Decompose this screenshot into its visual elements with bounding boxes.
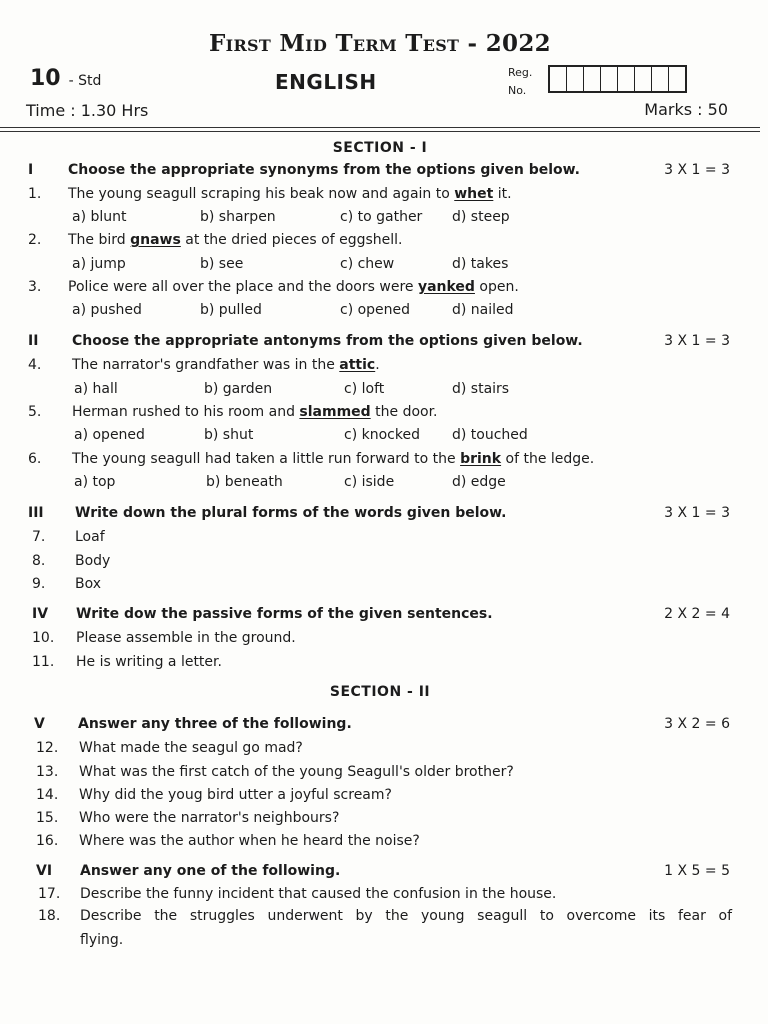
question-heading	[0, 716, 768, 738]
item-text: What made the seagul go mad?	[79, 740, 303, 756]
option-d: d) nailed	[452, 302, 514, 318]
item-number: 17.	[38, 886, 61, 902]
item-number: 14.	[36, 787, 59, 803]
question-marks: 3 X 2 = 6	[664, 716, 730, 732]
section-1-heading: SECTION - I	[332, 140, 428, 156]
question-instruction: Answer any one of the following.	[80, 863, 341, 879]
question-instruction: Answer any three of the following.	[78, 716, 352, 732]
option-c: c) knocked	[344, 427, 420, 443]
question-item	[0, 630, 768, 652]
options-row	[0, 209, 768, 231]
question-roman: V	[34, 716, 45, 732]
item-text: The young seagull scraping his beak now and again to whet it.	[68, 186, 512, 202]
question-instruction: Write down the plural forms of the words given below.	[75, 505, 507, 521]
item-text: Police were all over the place and the doors were yanked open.	[68, 279, 519, 295]
question-roman: IV	[32, 606, 49, 622]
question-item	[0, 232, 768, 254]
item-text: The young seagull had taken a little run forward to the brink of the ledge.	[72, 451, 595, 467]
option-a: a) blunt	[72, 209, 127, 225]
header-divider-2	[0, 131, 760, 132]
question-item	[0, 279, 768, 301]
highlight-word: attic	[339, 357, 376, 373]
question-item	[0, 553, 768, 575]
highlight-word: slammed	[299, 404, 371, 420]
question-roman: III	[28, 505, 44, 521]
highlight-word: whet	[454, 186, 494, 202]
option-c: c) opened	[340, 302, 411, 318]
item-text: The narrator's grandfather was in the attic.	[72, 357, 380, 373]
option-c: c) to gather	[340, 209, 423, 225]
time-duration: Time : 1.30 Hrs	[26, 101, 149, 120]
item-text-continued: flying.	[80, 932, 124, 948]
option-a: a) top	[74, 474, 116, 490]
question-item	[0, 787, 768, 809]
exam-title: First Mid Term Test - 2022	[209, 30, 551, 57]
reg-label: Reg.	[508, 66, 533, 79]
highlight-word: brink	[460, 451, 502, 467]
question-heading	[0, 863, 768, 885]
question-heading	[0, 162, 768, 184]
item-text: Loaf	[75, 529, 105, 545]
option-b: b) garden	[204, 381, 273, 397]
option-d: d) touched	[452, 427, 528, 443]
item-number: 12.	[36, 740, 59, 756]
option-c: c) chew	[340, 256, 395, 272]
option-c: c) loft	[344, 381, 385, 397]
item-number: 9.	[32, 576, 46, 592]
options-row	[0, 427, 768, 449]
question-heading	[0, 333, 768, 355]
question-instruction: Write dow the passive forms of the given sentences.	[76, 606, 493, 622]
question-item	[0, 186, 768, 208]
item-text: Who were the narrator's neighbours?	[79, 810, 340, 826]
item-number: 5.	[28, 404, 42, 420]
item-number: 6.	[28, 451, 42, 467]
item-number: 1.	[28, 186, 42, 202]
option-d: d) stairs	[452, 381, 510, 397]
option-a: a) opened	[74, 427, 145, 443]
options-row	[0, 474, 768, 496]
standard-number: 10	[30, 66, 61, 91]
question-item	[0, 529, 768, 551]
item-text: Describe the struggles underwent by the young seagull to overcome its fear of	[80, 908, 732, 924]
question-instruction: Choose the appropriate synonyms from the options given below.	[68, 162, 580, 178]
option-c: c) iside	[344, 474, 395, 490]
option-b: b) shut	[204, 427, 254, 443]
question-marks: 3 X 1 = 3	[664, 505, 730, 521]
question-roman: VI	[36, 863, 53, 879]
question-heading	[0, 505, 768, 527]
item-number: 2.	[28, 232, 42, 248]
item-text: The bird gnaws at the dried pieces of eggshell.	[68, 232, 403, 248]
question-marks: 2 X 2 = 4	[664, 606, 730, 622]
question-item	[0, 576, 768, 598]
option-b: b) sharpen	[200, 209, 276, 225]
option-b: b) see	[200, 256, 244, 272]
no-label: No.	[508, 84, 527, 97]
item-number: 16.	[36, 833, 59, 849]
item-text: Body	[75, 553, 111, 569]
item-text: Why did the youg bird utter a joyful scream?	[79, 787, 392, 803]
item-number: 3.	[28, 279, 42, 295]
question-instruction: Choose the appropriate antonyms from the options given below.	[72, 333, 583, 349]
question-item	[0, 886, 768, 908]
option-a: a) jump	[72, 256, 126, 272]
total-marks: Marks : 50	[644, 100, 728, 119]
item-number: 4.	[28, 357, 42, 373]
item-number: 15.	[36, 810, 59, 826]
question-marks: 3 X 1 = 3	[664, 162, 730, 178]
options-row	[0, 381, 768, 403]
option-d: d) steep	[452, 209, 510, 225]
item-number: 7.	[32, 529, 46, 545]
item-number: 13.	[36, 764, 59, 780]
item-number: 10.	[32, 630, 55, 646]
item-number: 11.	[32, 654, 55, 670]
reg-number-boxes[interactable]	[548, 65, 687, 93]
option-d: d) takes	[452, 256, 509, 272]
question-item	[0, 810, 768, 832]
option-a: a) hall	[74, 381, 118, 397]
header-divider	[0, 127, 760, 128]
option-b: b) pulled	[200, 302, 262, 318]
option-d: d) edge	[452, 474, 506, 490]
item-text: Box	[75, 576, 102, 592]
highlight-word: yanked	[417, 279, 475, 295]
question-roman: II	[28, 333, 39, 349]
item-text: Where was the author when he heard the noise?	[79, 833, 420, 849]
subject-title: ENGLISH	[275, 70, 377, 94]
item-text: Describe the funny incident that caused the confusion in the house.	[80, 886, 557, 902]
item-text: He is writing a letter.	[76, 654, 222, 670]
question-marks: 3 X 1 = 3	[664, 333, 730, 349]
highlight-word: gnaws	[130, 232, 181, 248]
item-text: Herman rushed to his room and slammed the door.	[72, 404, 438, 420]
question-heading	[0, 606, 768, 628]
item-text: What was the first catch of the young Seagull's older brother?	[79, 764, 514, 780]
reg-no-label	[508, 64, 532, 100]
question-marks: 1 X 5 = 5	[664, 863, 730, 879]
question-item	[0, 908, 768, 930]
question-item	[0, 833, 768, 855]
item-number: 18.	[38, 908, 61, 924]
option-a: a) pushed	[72, 302, 142, 318]
question-item	[0, 764, 768, 786]
question-roman: I	[28, 162, 34, 178]
question-item	[0, 357, 768, 379]
standard-suffix: - Std	[68, 73, 102, 89]
options-row	[0, 256, 768, 278]
item-text: Please assemble in the ground.	[76, 630, 296, 646]
question-item	[0, 451, 768, 473]
question-item	[0, 654, 768, 676]
options-row	[0, 302, 768, 324]
question-item	[0, 740, 768, 762]
option-b: b) beneath	[206, 474, 283, 490]
question-item-continuation	[0, 932, 768, 954]
item-number: 8.	[32, 553, 46, 569]
section-2-heading: SECTION - II	[329, 684, 431, 700]
question-item	[0, 404, 768, 426]
standard-label	[30, 66, 101, 91]
